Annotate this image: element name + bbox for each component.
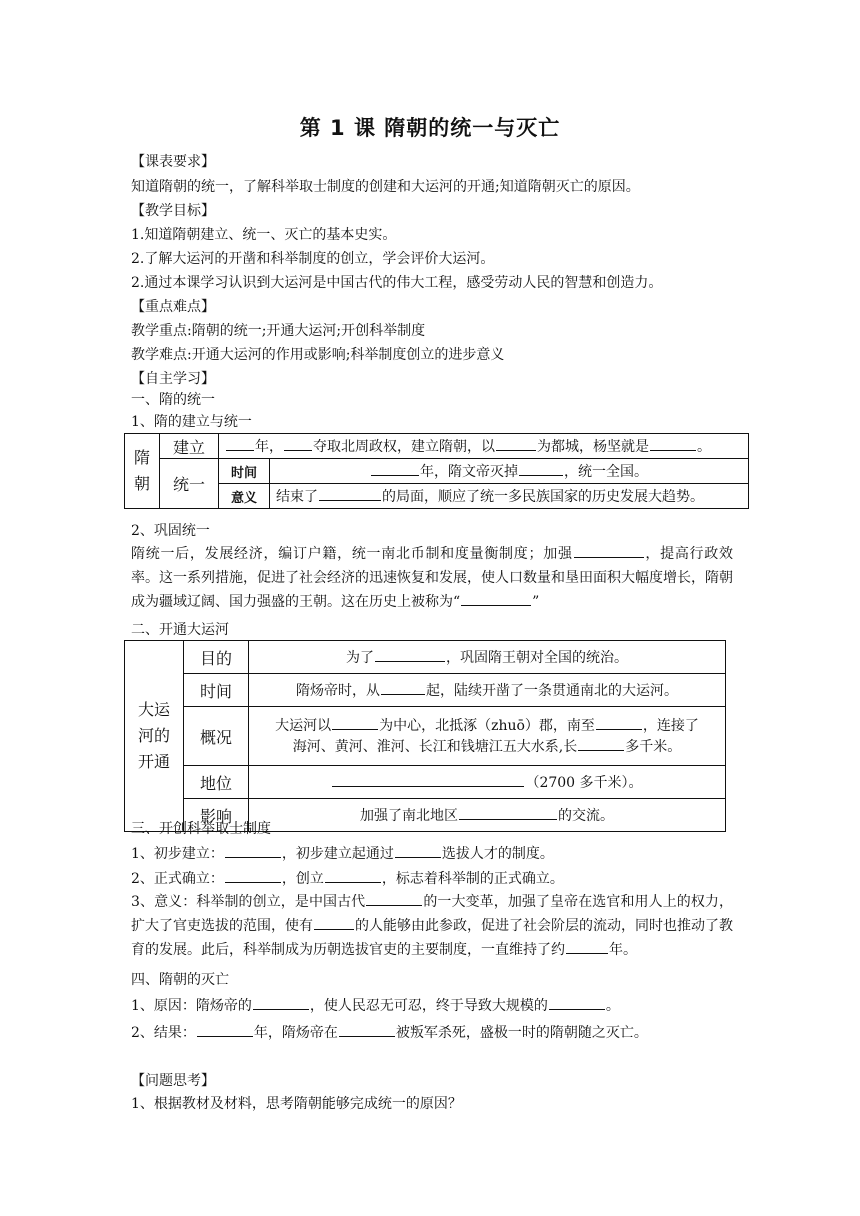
table2-diwei-label: 地位 [184,766,249,799]
blank[interactable] [371,461,419,476]
sui-founding-table [124,433,749,509]
nandian-text: 教学难点:开通大运河的作用或影响;科举制度创立的进步意义 [131,347,505,363]
table1-shijian-content: 年，隋文帝灭掉 ，统一全国。 [270,459,749,484]
mubiao-item-1: 1.知道隋朝建立、统一、灭亡的基本史实。 [131,227,397,243]
page-title: 第 1 课 隋朝的统一与灭亡 [299,116,561,140]
blank[interactable] [366,891,422,906]
table2-mudi-label: 目的 [184,641,249,674]
wenti-question-1: 1、根据教材及材料，思考隋朝能够完成统一的原因？ [131,1096,462,1112]
part2-heading: 二、开通大运河 [131,622,229,638]
zhongdian-heading: 【重点难点】 [131,299,215,315]
blank[interactable] [578,736,624,751]
kebiao-text: 知道隋朝的统一，了解科举取士制度的创建和大运河的开通;知道隋朝灭亡的原因。 [131,179,640,195]
blank[interactable] [496,436,536,451]
miewang-line-2: 2、结果： 年，隋炀帝在 被叛军杀死，盛极一时的隋朝随之灭亡。 [131,1022,648,1043]
mubiao-item-3: 2.通过本课学习认识到大运河是中国古代的伟大工程，感受劳动人民的智慧和创造力。 [131,275,663,291]
part4-heading: 四、隋朝的灭亡 [131,972,229,988]
table1-yiyi-label: 意义 [219,484,270,509]
blank[interactable] [574,543,644,558]
table2-yingxiang-label: 影响 [184,799,249,832]
keju-line-2: 2、正式确立： ，创立 ，标志着科举制的正式确立。 [131,868,564,889]
part1-heading: 一、隋的统一 [131,392,215,408]
table1-jianli-label: 建立 [160,434,219,459]
table2-mudi-content: 为了 ，巩固隋王朝对全国的统治。 [249,641,726,674]
mubiao-heading: 【教学目标】 [131,203,215,219]
table2-row-label: 大运河的开通 [125,641,184,832]
blank[interactable] [596,715,642,730]
blank[interactable] [253,995,309,1010]
blank[interactable] [226,436,254,451]
grand-canal-table [124,640,726,832]
blank[interactable] [519,461,563,476]
blank[interactable] [549,995,605,1010]
blank[interactable] [461,591,531,606]
table2-gaikuang-label: 概况 [184,707,249,766]
keju-significance: 3、意义：科举制的创立，是中国古代 的一大变革，加强了皇帝在选官和用人上的权力，扩大了官吏选拔的范围，使有 的人能够由此参政，促进了社会阶层的流动，同时也推动了教育的发展。此后，科举制成为历朝选拔官吏的主要制度，一直维持了约 年。 [131,890,733,962]
keju-line-1: 1、初步建立： ，初步建立起通过 选拔人才的制度。 [131,843,554,864]
blank[interactable] [284,436,312,451]
zizhu-heading: 【自主学习】 [131,371,215,387]
table1-yiyi-content: 结束了 的局面，顺应了统一多民族国家的历史发展大趋势。 [270,484,749,509]
part1-subheading-2: 2、巩固统一 [131,523,210,539]
table2-gaikuang-content: 大运河以 为中心，北抵涿（zhuō）郡，南至 ，连接了 海河、黄河、淮河、长江和钱塘江五大水系,长 多千米。 [249,707,726,766]
blank[interactable] [314,915,354,930]
part3-heading: 三、开创科举取士制度 [131,821,271,837]
blank[interactable] [332,715,378,730]
blank[interactable] [225,843,281,858]
table1-jianli-content: 年， 夺取北周政权，建立隋朝，以 为都城，杨坚就是 。 [219,434,749,459]
blank[interactable] [197,1022,253,1037]
table2-diwei-content: （2700 多千米）。 [249,766,726,799]
table1-tongyi-label: 统一 [160,459,219,509]
kebiao-heading: 【课表要求】 [131,154,215,170]
gonggu-paragraph: 隋统一后，发展经济，编订户籍，统一南北币制和度量衡制度；加强 ，提高行政效率。这一系列措施，促进了社会经济的迅速恢复和发展，使人口数量和垦田面积大幅度增长，隋朝成为疆域辽阔、国力强盛的王朝。这在历史上被称为“ ” [131,542,733,614]
blank[interactable] [319,486,381,501]
part1-subheading-1: 1、隋的建立与统一 [131,414,252,430]
wenti-heading: 【问题思考】 [131,1073,215,1089]
table1-row-label: 隋朝 [125,434,160,509]
blank[interactable] [566,939,608,954]
miewang-line-1: 1、原因：隋炀帝的 ，使人民忍无可忍，终于导致大规模的 。 [131,995,620,1016]
blank[interactable] [395,843,441,858]
zhongdian-text: 教学重点:隋朝的统一;开通大运河;开创科举制度 [131,323,426,339]
blank[interactable] [375,647,445,662]
blank[interactable] [650,436,696,451]
table2-yingxiang-content: 加强了南北地区 的交流。 [249,799,726,832]
table1-shijian-label: 时间 [219,459,270,484]
blank[interactable] [339,1022,395,1037]
mubiao-item-2: 2.了解大运河的开凿和科举制度的创立，学会评价大运河。 [131,251,495,267]
blank[interactable] [459,805,557,820]
blank[interactable] [332,772,524,787]
blank[interactable] [225,868,281,883]
table2-shijian-content: 隋炀帝时，从 起，陆续开凿了一条贯通南北的大运河。 [249,674,726,707]
table2-shijian-label: 时间 [184,674,249,707]
blank[interactable] [381,680,425,695]
blank[interactable] [325,868,381,883]
